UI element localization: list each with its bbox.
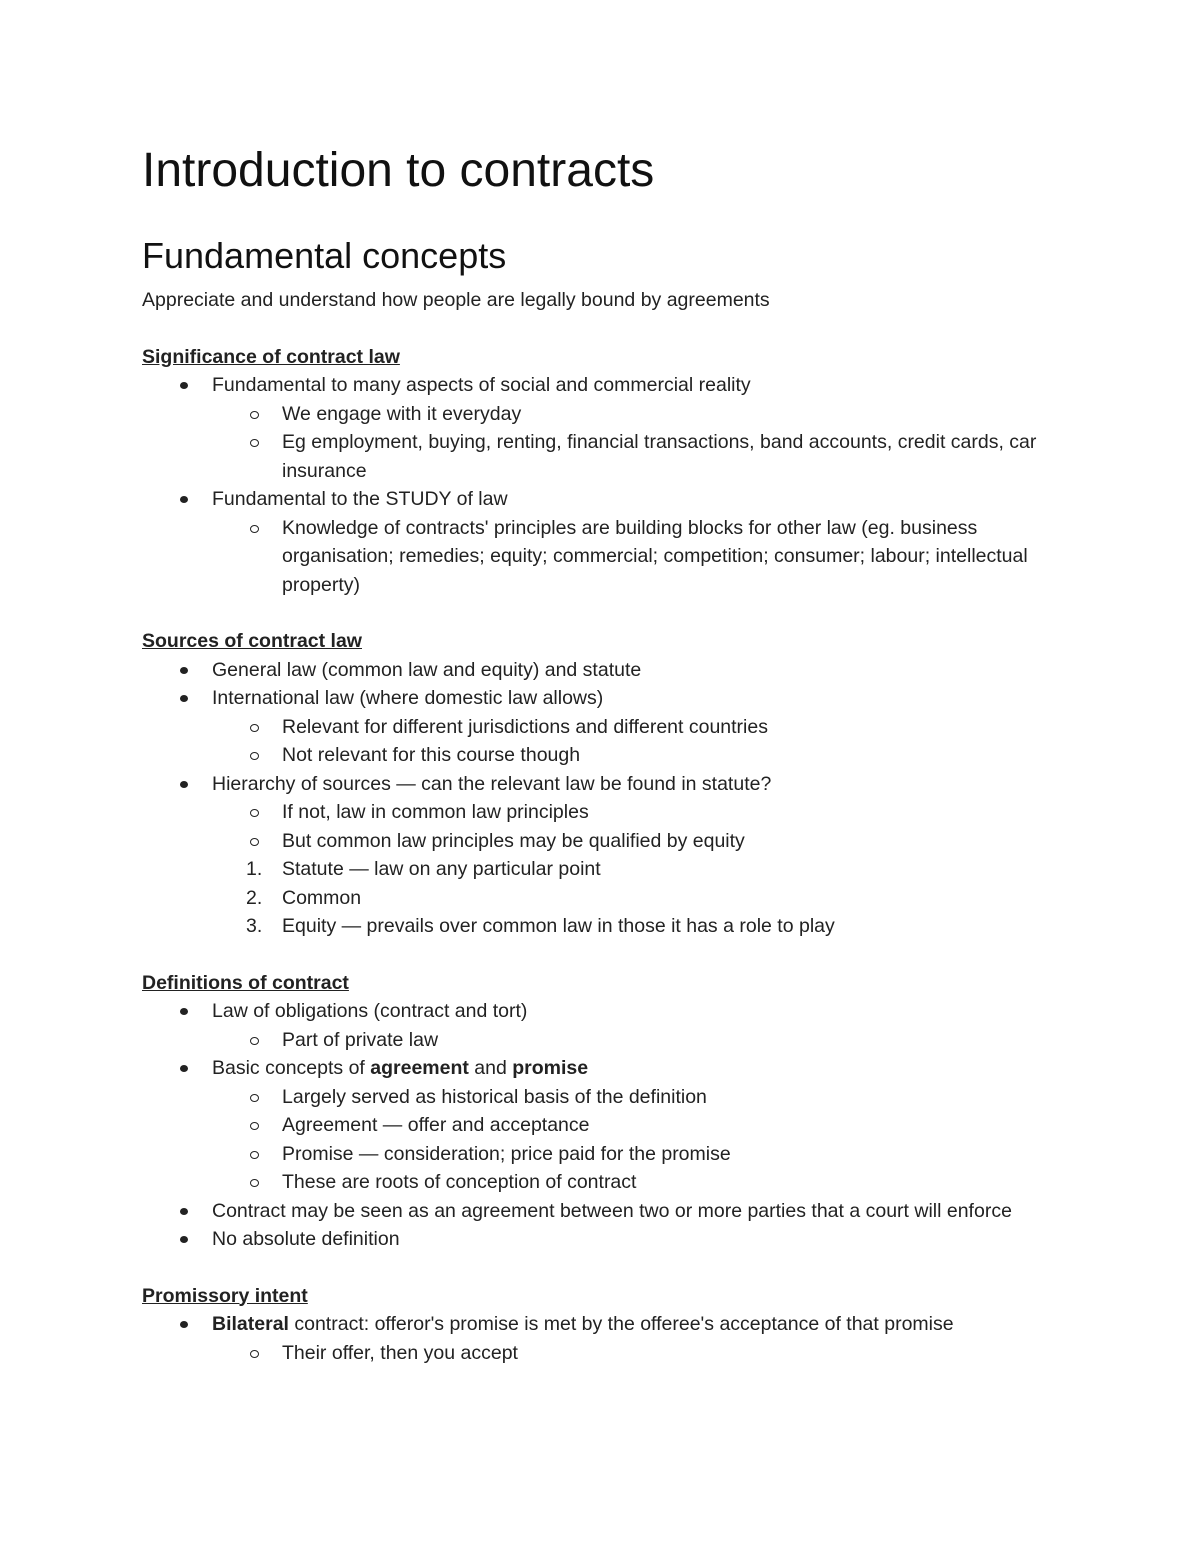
page-title: Introduction to contracts — [142, 144, 655, 197]
list-item: Fundamental to the STUDY of law — [142, 485, 1060, 514]
list-item: Law of obligations (contract and tort) — [142, 997, 1060, 1026]
list-item: Contract may be seen as an agreement between two or more parties that a court will enforce — [142, 1197, 1060, 1226]
sub-list-item: Promise — consideration; price paid for the promise — [142, 1140, 1060, 1169]
section-sources — [142, 627, 1060, 941]
number-marker: 3. — [246, 915, 263, 937]
bullet-list — [142, 997, 1060, 1254]
sub-list-item: But common law principles may be qualified by equity — [142, 827, 1060, 856]
numbered-item-text: Statute — law on any particular point — [282, 858, 601, 880]
text-run: contract: offeror's promise is met by the offeree's acceptance of that promise — [288, 1313, 954, 1335]
sub-list-item: Largely served as historical basis of the definition — [142, 1083, 1060, 1112]
sub-list-item: Not relevant for this course though — [142, 741, 1060, 770]
list-item: General law (common law and equity) and statute — [142, 656, 1060, 685]
numbered-item-text: Equity — prevails over common law in those it has a role to play — [282, 915, 835, 937]
sub-list-item: These are roots of conception of contract — [142, 1168, 1060, 1197]
list-item: Fundamental to many aspects of social and commercial reality — [142, 371, 1060, 400]
intro-paragraph: Appreciate and understand how people are legally bound by agreements — [142, 289, 770, 311]
list-item: Hierarchy of sources — can the relevant law be found in statute? — [142, 770, 1060, 799]
sub-list-item: Eg employment, buying, renting, financial transactions, band accounts, credit cards, car insurance — [142, 428, 1060, 485]
list-item — [142, 1310, 1060, 1339]
sub-list-item: Part of private law — [142, 1026, 1060, 1055]
text-run: and — [468, 1057, 513, 1079]
bold-term-agreement: agreement — [370, 1057, 469, 1079]
section-promissory — [142, 1282, 1060, 1368]
numbered-item — [142, 912, 1060, 941]
numbered-item — [142, 884, 1060, 913]
sub-list-item: Their offer, then you accept — [142, 1339, 1060, 1368]
sub-list-item: Knowledge of contracts' principles are building blocks for other law (eg. business organisation; remedies; equity; commercial; competition; consumer; labour; intellectual property) — [142, 514, 1060, 600]
bullet-list — [142, 1310, 1060, 1367]
number-marker: 1. — [246, 858, 263, 880]
sub-list-item: We engage with it everyday — [142, 400, 1060, 429]
bold-term-bilateral: Bilateral — [212, 1313, 289, 1335]
section-definitions — [142, 969, 1060, 1254]
section-heading: Promissory intent — [142, 1284, 308, 1307]
bold-term-promise: promise — [512, 1057, 589, 1079]
bullet-list — [142, 371, 1060, 599]
sub-list-item: If not, law in common law principles — [142, 798, 1060, 827]
list-item: International law (where domestic law allows) — [142, 684, 1060, 713]
text-run: Basic concepts of — [212, 1057, 371, 1079]
bullet-list — [142, 656, 1060, 941]
sub-list-item: Relevant for different jurisdictions and different countries — [142, 713, 1060, 742]
number-marker: 2. — [246, 886, 263, 909]
section-heading: Definitions of contract — [142, 971, 349, 994]
section-significance — [142, 343, 1060, 600]
list-item — [142, 1054, 1060, 1083]
sub-list-item: Agreement — offer and acceptance — [142, 1111, 1060, 1140]
page-subtitle: Fundamental concepts — [142, 235, 507, 276]
numbered-item-text: Common — [282, 886, 362, 909]
section-heading: Sources of contract law — [142, 630, 362, 652]
list-item: No absolute definition — [142, 1225, 1060, 1254]
numbered-item — [142, 855, 1060, 884]
section-heading: Significance of contract law — [142, 345, 400, 368]
